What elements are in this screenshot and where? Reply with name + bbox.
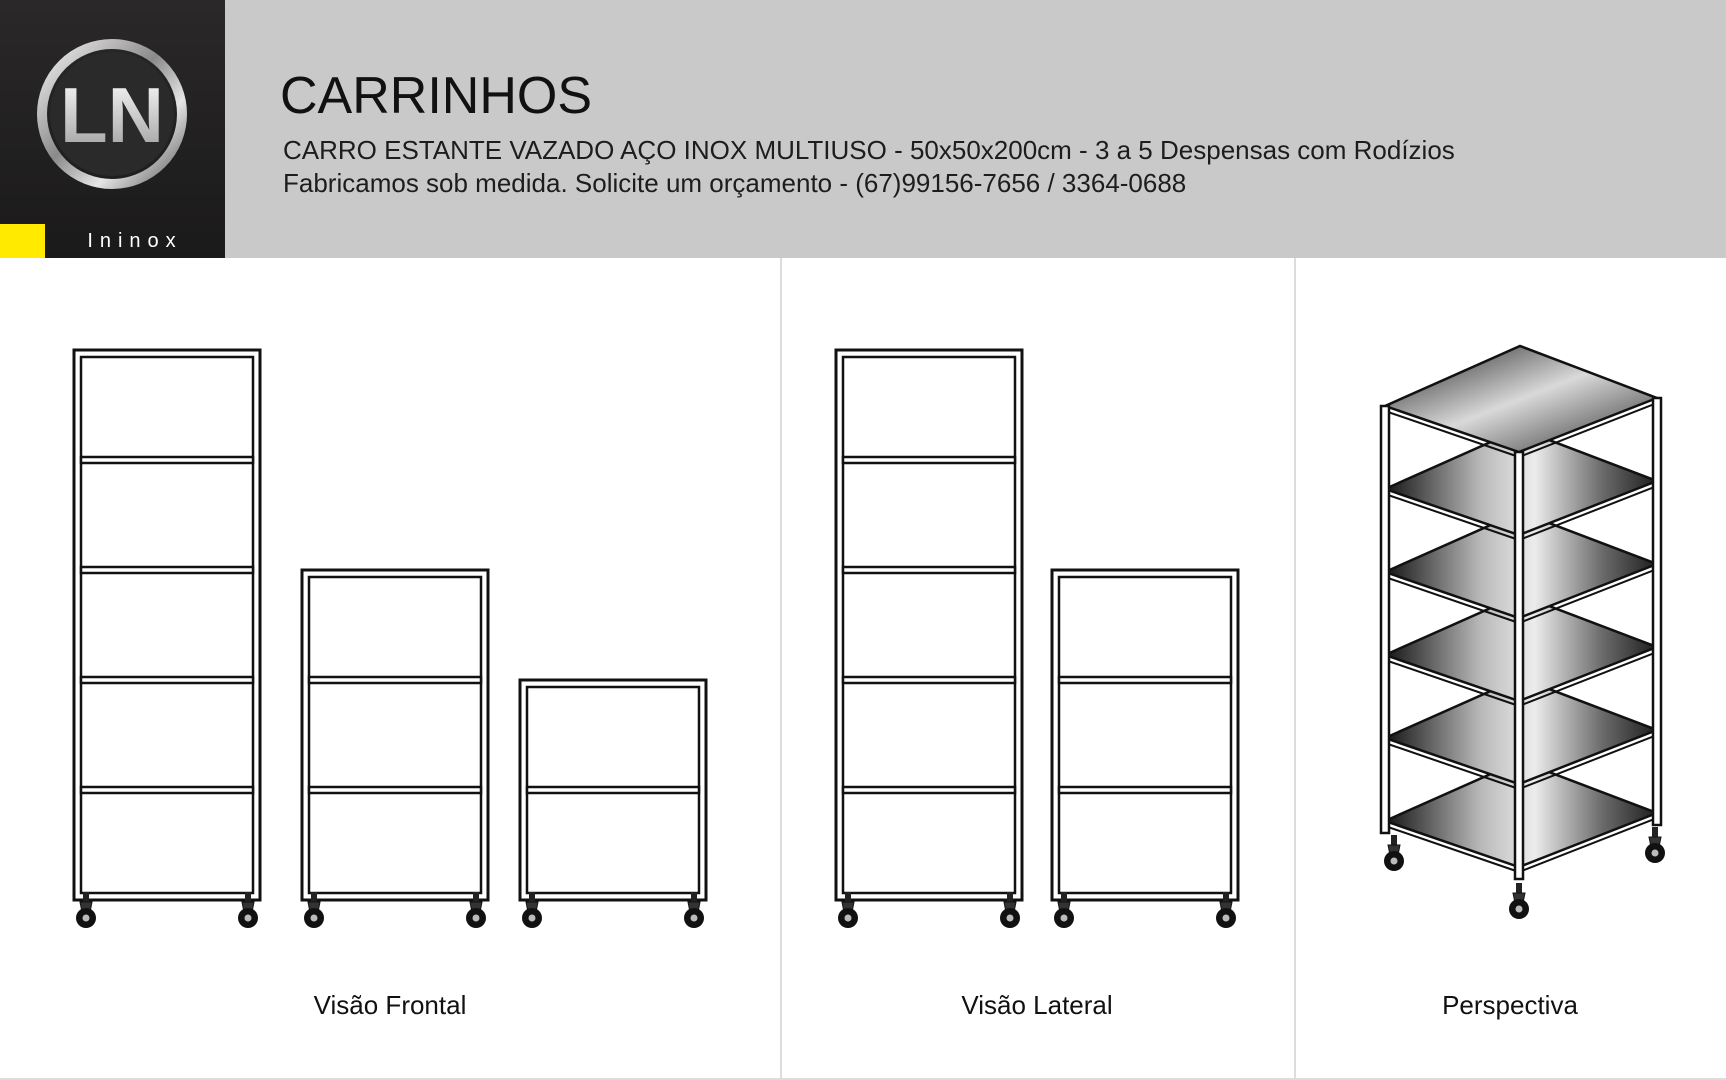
caption-front-view: Visão Frontal [313,990,467,1020]
drawings-area [0,258,1726,1078]
caster-wheel-icon [1645,827,1665,863]
perspective-drawing [1381,346,1665,919]
frame-post [1515,452,1523,879]
shelf-surface [1385,346,1657,452]
caption-perspective: Perspectiva [1442,990,1578,1020]
header-banner [0,0,1726,258]
front-view-drawing [74,350,706,928]
cart-elevation [1052,570,1238,928]
side-view-drawing [836,350,1238,928]
cart-elevation [74,350,260,928]
cart-elevation [302,570,488,928]
ln-logo-emblem [36,38,188,190]
page-title: CARRINHOS [280,67,593,125]
caster-wheel-icon [1509,883,1529,919]
contact-line: Fabricamos sob medida. Solicite um orçamento - (67)99156-7656 / 3364-0688 [283,168,1187,198]
logo-box [0,0,225,258]
frame-post [1381,406,1389,833]
frame-post [1653,398,1661,825]
product-description: CARRO ESTANTE VAZADO AÇO INOX MULTIUSO - 50x50x200cm - 3 a 5 Despensas com Rodízios [283,135,1455,165]
caster-wheel-icon [1384,835,1404,871]
cart-elevation [520,680,706,928]
caption-side-view: Visão Lateral [961,990,1113,1020]
logo-monogram: LN [60,71,164,159]
logo-brand-name: Ininox [87,230,183,252]
logo-yellow-accent [0,224,45,258]
cart-elevation [836,350,1022,928]
